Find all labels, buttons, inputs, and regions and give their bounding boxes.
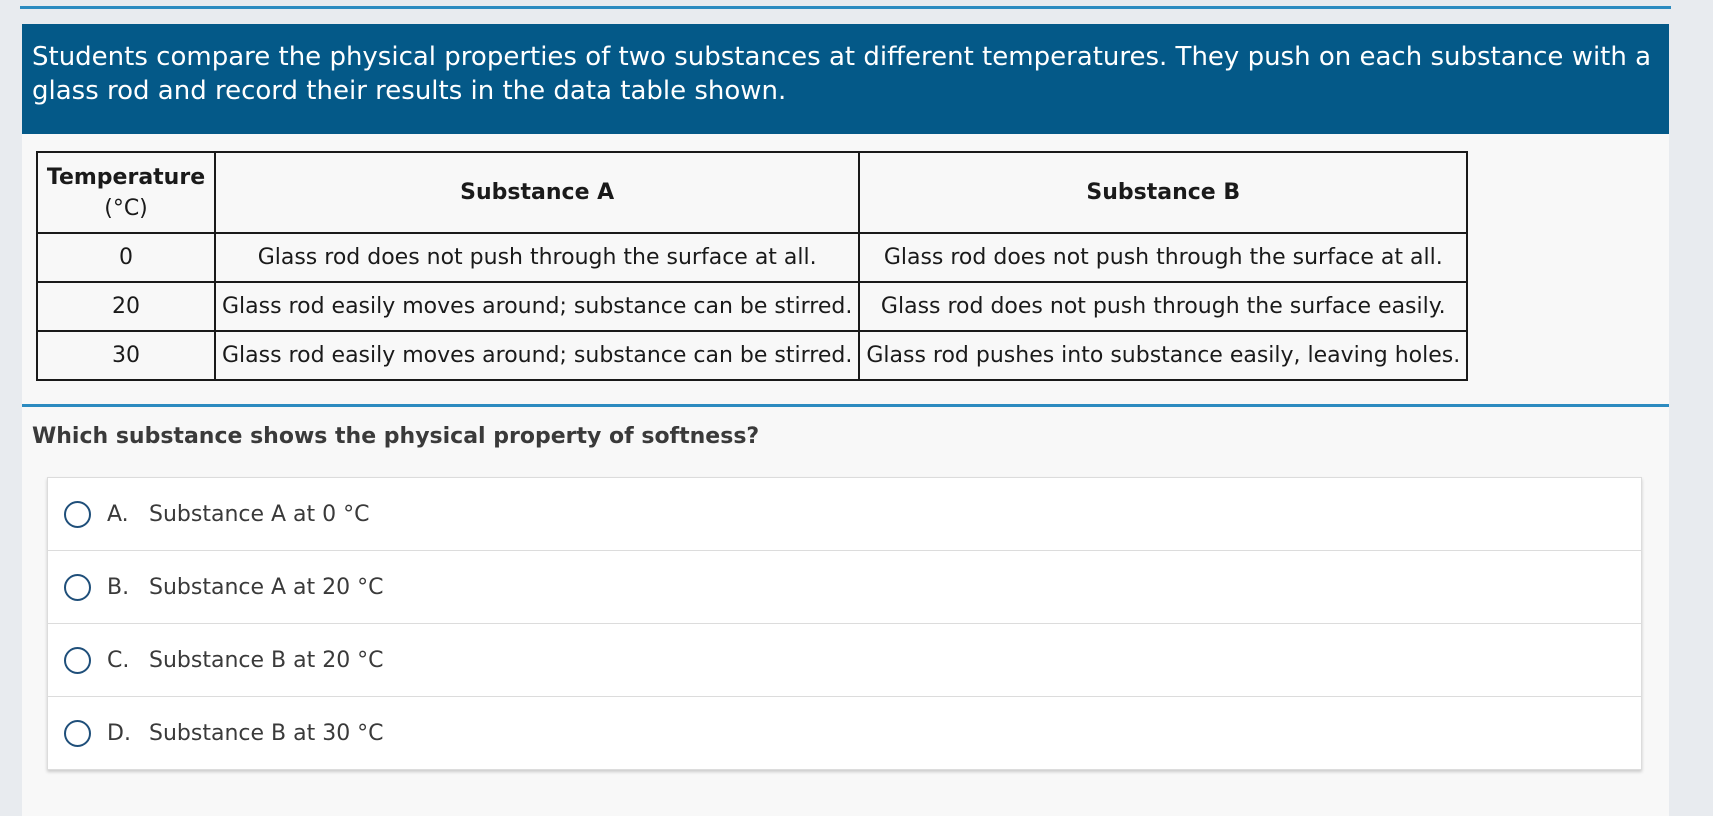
cell-substance-b: Glass rod does not push through the surface easily. [859,282,1467,331]
choice-text: Substance A at 0 °C [149,501,370,527]
stimulus-text: Students compare the physical properties of two substances at different temperatures. They push on each substance with a glass rod and record their results in the data table shown. [22,24,1669,134]
choice-text: Substance B at 30 °C [149,720,384,746]
cell-temperature: 20 [37,282,215,331]
choice-letter: C. [107,647,130,673]
cell-substance-a: Glass rod easily moves around; substance can be stirred. [215,282,859,331]
data-table-container [36,151,1468,381]
header-temperature-label: Temperature [46,164,206,190]
choice-c[interactable] [48,624,1641,697]
top-divider [20,6,1671,9]
radio-button-icon[interactable] [64,720,91,747]
table-header-row [37,152,1467,233]
item-panel [22,24,1669,816]
cell-temperature: 30 [37,331,215,380]
table-row [37,233,1467,282]
table-row [37,331,1467,380]
answer-choices [47,477,1642,770]
choice-a[interactable] [48,478,1641,551]
radio-button-icon[interactable] [64,647,91,674]
data-table [36,151,1468,381]
question-divider [22,404,1669,407]
cell-substance-b: Glass rod does not push through the surface at all. [859,233,1467,282]
choice-b[interactable] [48,551,1641,624]
choice-letter: D. [107,720,131,746]
header-substance-a: Substance A [215,152,859,233]
header-temperature-unit: (°C) [104,195,148,221]
choice-letter: B. [107,574,130,600]
choice-text: Substance A at 20 °C [149,574,384,600]
table-row [37,282,1467,331]
header-temperature [37,152,215,233]
cell-substance-a: Glass rod easily moves around; substance can be stirred. [215,331,859,380]
radio-button-icon[interactable] [64,574,91,601]
question-prompt: Which substance shows the physical property of softness? [32,424,760,449]
header-substance-b: Substance B [859,152,1467,233]
choice-letter: A. [107,501,129,527]
choice-d[interactable] [48,697,1641,769]
cell-substance-b: Glass rod pushes into substance easily, leaving holes. [859,331,1467,380]
cell-substance-a: Glass rod does not push through the surface at all. [215,233,859,282]
choice-text: Substance B at 20 °C [149,647,384,673]
radio-button-icon[interactable] [64,501,91,528]
cell-temperature: 0 [37,233,215,282]
